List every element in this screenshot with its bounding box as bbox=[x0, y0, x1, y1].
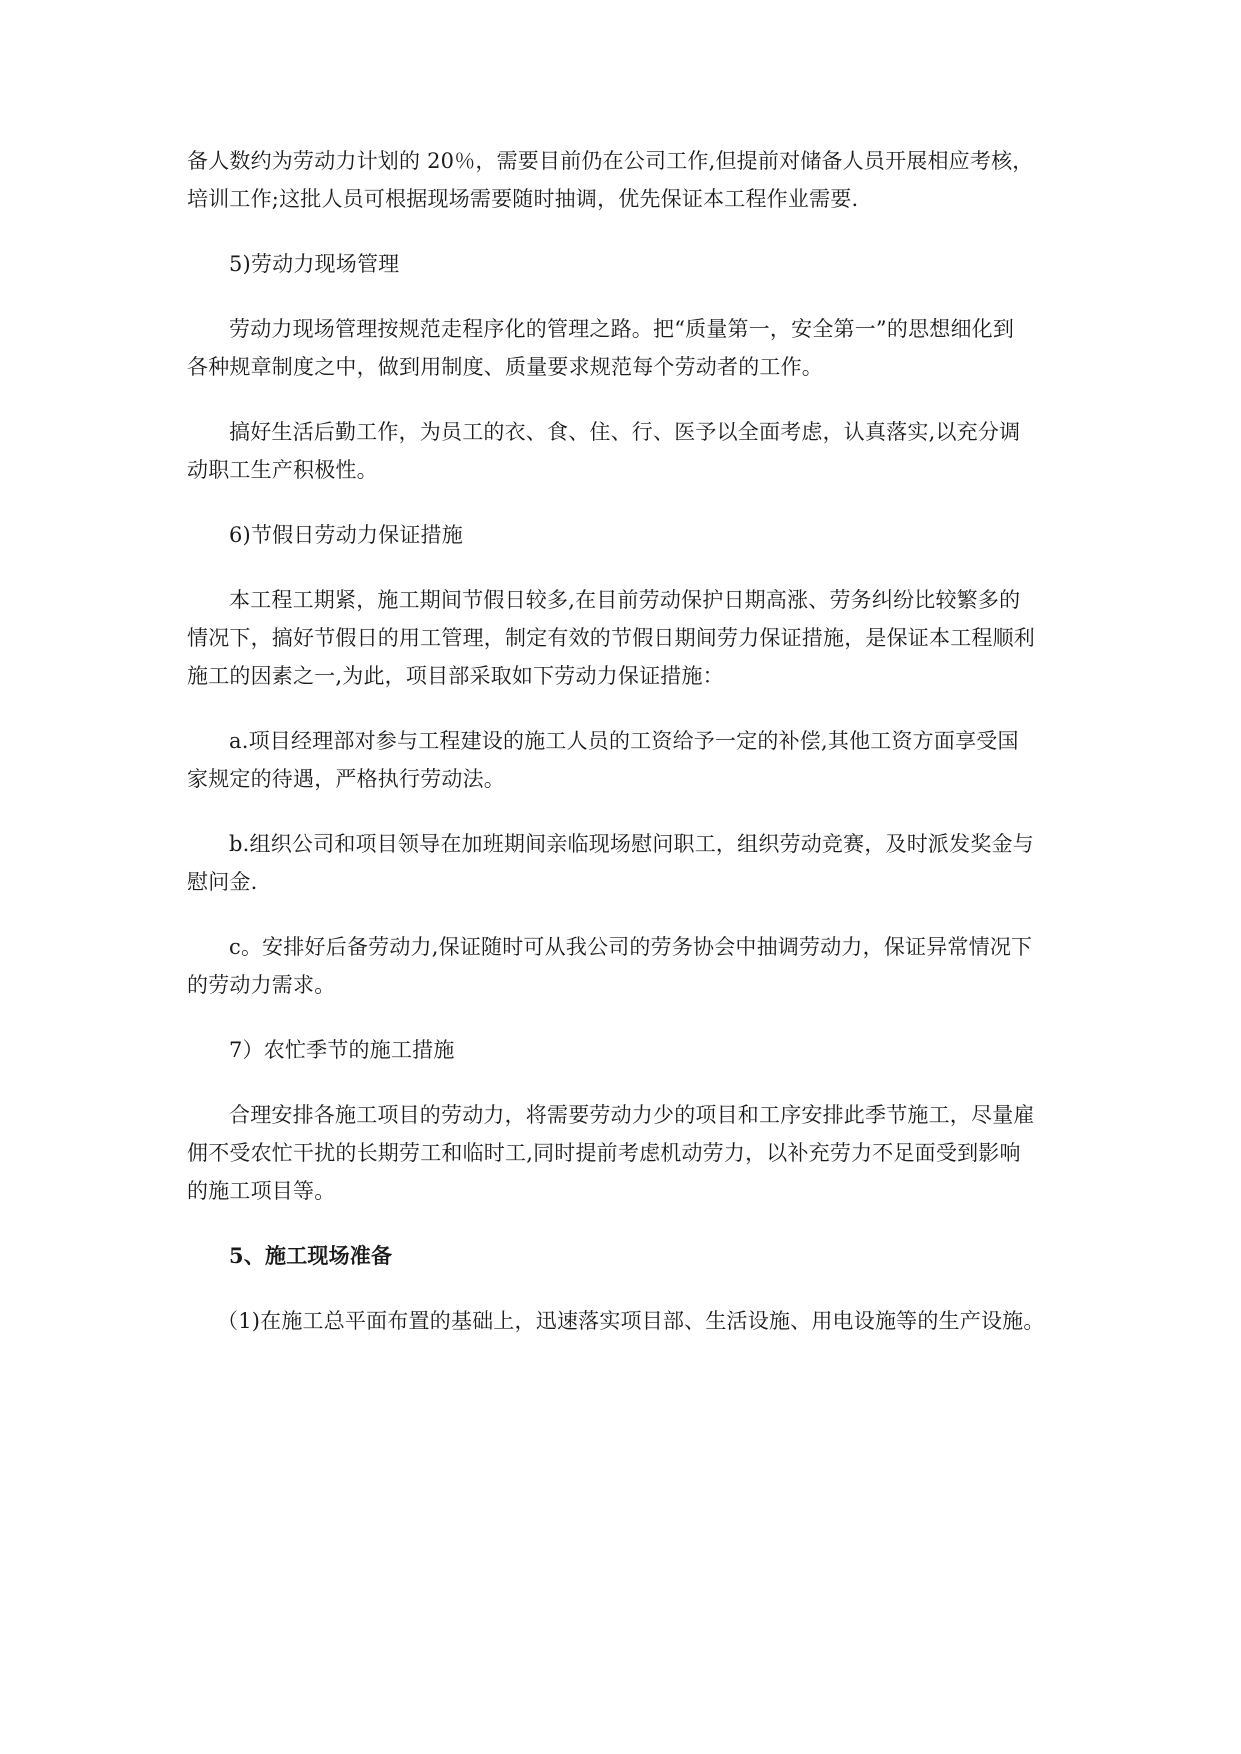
paragraph-line: 合理安排各施工项目的劳动力，将需要劳动力少的项目和工序安排此季节施工，尽量雇 bbox=[229, 1103, 1035, 1127]
paragraph-line: 的劳动力需求。 bbox=[187, 973, 336, 997]
paragraph-line: 慰问金. bbox=[187, 870, 258, 894]
paragraph-line: 劳动力现场管理按规范走程序化的管理之路。把“质量第一，安全第一”的思想细化到 bbox=[229, 317, 1015, 341]
paragraph-line: 施工的因素之一,为此，项目部采取如下劳动力保证措施： bbox=[187, 664, 724, 688]
paragraph-line: 本工程工期紧，施工期间节假日较多,在目前劳动保护日期高涨、劳务纠纷比较繁多的 bbox=[229, 588, 1021, 612]
paragraph-line: c。安排好后备劳动力,保证随时可从我公司的劳务协会中抽调劳动力，保证异常情况下 bbox=[229, 935, 1033, 959]
heading-site-preparation bbox=[187, 1237, 1055, 1275]
section-heading: 5、施工现场准备 bbox=[229, 1243, 393, 1268]
section-heading: 5)劳动力现场管理 bbox=[229, 252, 400, 276]
paragraph-line: 的施工项目等。 bbox=[187, 1179, 336, 1203]
section-heading: 7）农忙季节的施工措施 bbox=[229, 1038, 455, 1062]
section-heading: 6)节假日劳动力保证措施 bbox=[229, 523, 463, 547]
paragraph-busy-season bbox=[187, 1096, 1055, 1210]
heading-labor-site-management bbox=[187, 245, 1055, 283]
heading-busy-season bbox=[187, 1031, 1055, 1069]
paragraph-reserve-staff bbox=[187, 142, 1055, 218]
document-page bbox=[187, 142, 1055, 1367]
paragraph-management-procedure bbox=[187, 310, 1055, 386]
paragraph-line: 备人数约为劳动力计划的 20％，需要目前仍在公司工作,但提前对储备人员开展相应考核， bbox=[187, 149, 1034, 173]
paragraph-site-facilities bbox=[187, 1302, 1055, 1340]
paragraph-holiday-intro bbox=[187, 581, 1055, 695]
paragraph-line: 培训工作;这批人员可根据现场需要随时抽调，优先保证本工程作业需要. bbox=[187, 187, 859, 211]
paragraph-line: （1)在施工总平面布置的基础上，迅速落实项目部、生活设施、用电设施等的生产设施。 bbox=[217, 1309, 1045, 1333]
paragraph-line: 情况下，搞好节假日的用工管理，制定有效的节假日期间劳力保证措施，是保证本工程顺利 bbox=[187, 626, 1035, 650]
list-item-a bbox=[187, 722, 1055, 798]
paragraph-line: 搞好生活后勤工作，为员工的衣、食、住、行、医予以全面考虑，认真落实,以充分调 bbox=[229, 420, 1021, 444]
paragraph-line: 动职工生产积极性。 bbox=[187, 458, 378, 482]
paragraph-line: 各种规章制度之中，做到用制度、质量要求规范每个劳动者的工作。 bbox=[187, 355, 823, 379]
list-item-b bbox=[187, 825, 1055, 901]
paragraph-line: b.组织公司和项目领导在加班期间亲临现场慰问职工，组织劳动竞赛，及时派发奖金与 bbox=[229, 832, 1034, 856]
paragraph-logistics bbox=[187, 413, 1055, 489]
paragraph-line: 佣不受农忙干扰的长期劳工和临时工,同时提前考虑机动劳力，以补充劳力不足面受到影响 bbox=[187, 1141, 1021, 1165]
heading-holiday-measures bbox=[187, 516, 1055, 554]
paragraph-line: a.项目经理部对参与工程建设的施工人员的工资给予一定的补偿,其他工资方面享受国 bbox=[229, 729, 1019, 753]
list-item-c bbox=[187, 928, 1055, 1004]
paragraph-line: 家规定的待遇，严格执行劳动法。 bbox=[187, 767, 505, 791]
